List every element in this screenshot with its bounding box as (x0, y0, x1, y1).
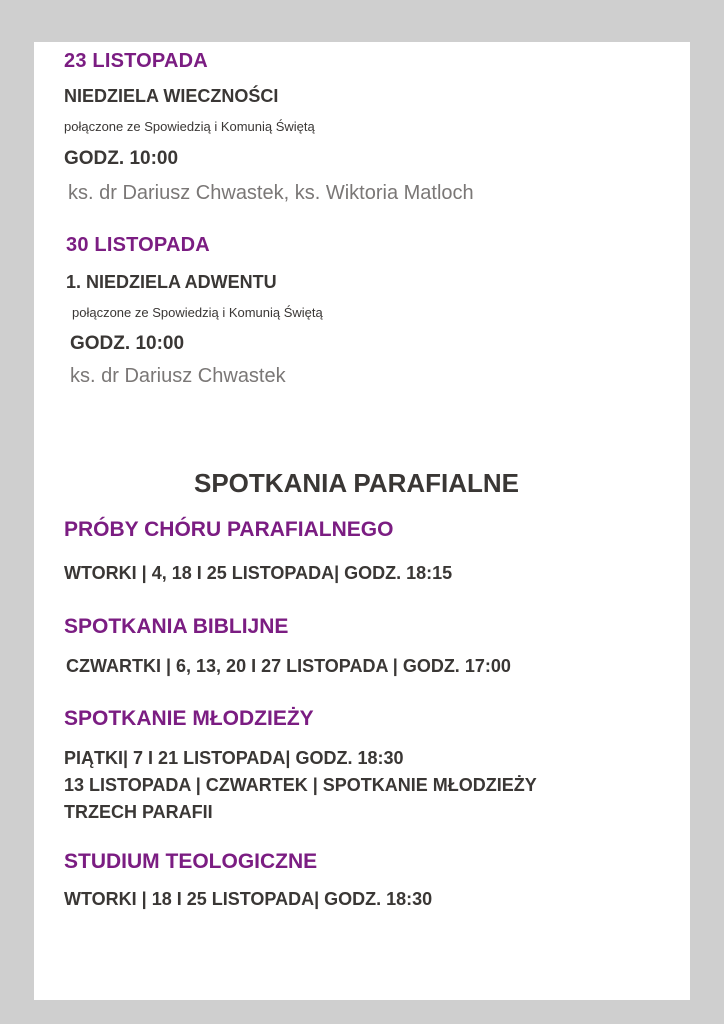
meeting-line: CZWARTKI | 6, 13, 20 I 27 LISTOPADA | GODZ. 17:00 (66, 656, 511, 676)
event-title: NIEDZIELA WIECZNOŚCI (64, 86, 279, 106)
meeting-title: SPOTKANIE MŁODZIEŻY (64, 707, 314, 730)
meeting-line: PIĄTKI| 7 I 21 LISTOPADA| GODZ. 18:30 (64, 748, 404, 768)
event-note: połączone ze Spowiedzią i Komunią Świętą (72, 305, 323, 320)
meeting-line: 13 LISTOPADA | CZWARTEK | SPOTKANIE MŁODZIEŻY (64, 775, 537, 795)
event-priests: ks. dr Dariusz Chwastek (70, 365, 286, 387)
event-time: GODZ. 10:00 (70, 333, 185, 354)
event-title: 1. NIEDZIELA ADWENTU (66, 272, 277, 292)
event-date: 30 LISTOPADA (66, 234, 210, 256)
meeting-title: SPOTKANIA BIBLIJNE (64, 615, 289, 638)
section-heading: SPOTKANIA PARAFIALNE (194, 468, 519, 498)
meeting-line: WTORKI | 4, 18 I 25 LISTOPADA| GODZ. 18:15 (64, 563, 453, 583)
event-date: 23 LISTOPADA (64, 50, 208, 72)
event-time: GODZ. 10:00 (64, 148, 179, 169)
meeting-line: WTORKI | 18 I 25 LISTOPADA| GODZ. 18:30 (64, 889, 433, 909)
event-priests: ks. dr Dariusz Chwastek, ks. Wiktoria Matloch (68, 182, 474, 204)
meeting-line: TRZECH PARAFII (64, 802, 213, 822)
event-note: połączone ze Spowiedzią i Komunią Świętą (64, 119, 315, 134)
meeting-title: PRÓBY CHÓRU PARAFIALNEGO (64, 518, 394, 541)
schedule-sheet (34, 42, 690, 1000)
meeting-title: STUDIUM TEOLOGICZNE (64, 850, 318, 873)
